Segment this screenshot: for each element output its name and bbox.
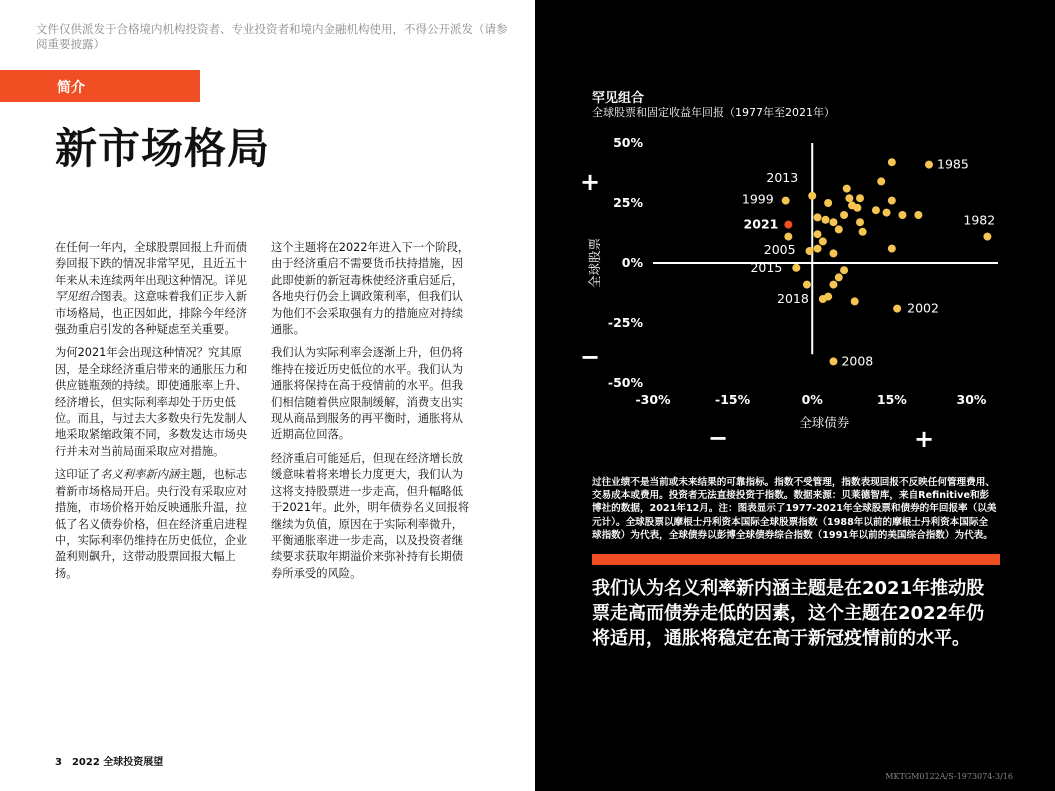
theme-reference: 名义利率新内涵 (100, 468, 180, 482)
minus-sign-icon: − (579, 343, 601, 371)
plus-sign-icon: + (913, 425, 935, 453)
page-title: 新市场格局 (55, 124, 271, 173)
paragraph: 经济重启可能延后，但现在经济增长放缓意味着将来增长力度更大，我们认为这将支持股票进一步走高，但升幅略低于2021年。此外，明年债券名义回报将继续为负值，原因在于实际利率微升，平衡通胀率进一步走高，以及投资者继续要求获取年期溢价来弥补持有长期债券所承受的风险。 (271, 451, 470, 580)
data-point (840, 266, 848, 274)
footer-title: 2022 全球投资展望 (71, 757, 164, 768)
data-point (853, 204, 861, 212)
data-point (845, 194, 853, 202)
paragraph-text: 图表。这意味着我们正步入新市场格局，也正因如此，排除今年经济强劲重启引发的各种疑虑至关重要。 (55, 290, 248, 337)
section-banner (0, 70, 200, 102)
data-point (822, 216, 830, 224)
text-column-2 (271, 240, 471, 589)
y-tick-label: 0% (621, 255, 643, 270)
plus-sign-icon: + (579, 168, 601, 196)
data-point (835, 273, 843, 281)
data-point (925, 161, 933, 169)
data-point (983, 233, 991, 241)
point-label: 2021 (743, 216, 779, 232)
data-point (808, 192, 816, 200)
paragraph: 我们认为实际利率会逐渐上升，但仍将维持在接近历史低位的水平。我们认为通胀将保持在高于疫情前的水平。但我们相信随着供应限制缓解，消费支出实现从商品到服务的再平衡时，通胀将从近期高位回落。 (271, 346, 464, 442)
data-point (829, 249, 837, 257)
chart-reference: 罕见组合 (55, 290, 101, 304)
data-point (851, 297, 859, 305)
x-tick-label: 0% (801, 392, 823, 407)
data-point (824, 199, 832, 207)
data-point (877, 177, 885, 185)
y-axis-label: 全球股票 (587, 237, 602, 289)
data-point (814, 213, 822, 221)
divider-bar (592, 554, 1000, 565)
paragraph: 这个主题将在2022年进入下一个阶段，由于经济重启不需要货币扶持措施，因此即使新的新冠毒株使经济重启延后，各地央行仍会上调政策利率，但我们认为他们不会采取强有力的措施应对持续通胀。 (271, 241, 470, 337)
data-point (888, 197, 896, 205)
disclaimer: 文件仅供派发于合格境内机构投资者、专业投资者和境内金融机构使用，不得公开派发（请参阅重要披露） (36, 22, 508, 51)
point-label: 2018 (777, 291, 809, 306)
point-label: 2013 (766, 169, 799, 185)
data-point (914, 211, 922, 219)
point-label: 1999 (741, 191, 774, 207)
data-point (888, 158, 896, 166)
data-point (898, 211, 906, 219)
data-point (803, 281, 811, 289)
text-column-1 (55, 240, 255, 589)
page-footer (55, 753, 163, 768)
data-point (814, 245, 822, 253)
data-point (835, 225, 843, 233)
chart-subtitle: 全球股票和固定收益年回报（1977年至2021年） (592, 106, 835, 119)
chart-title: 罕见组合 (592, 91, 645, 106)
chart-footnote: 过往业绩不是当前或未来结果的可靠指标。指数不受管理，指数表现回报不反映任何管理费用、交易成本或费用。投资者无法直接投资于指数。数据来源：贝莱德智库，来自Refinitive和彭博社的数据，2021年12月。注：图表显示了1977-2021年全球股票和债券的年回报率（以美元计）。全球股票以摩根士丹利资本国际全球股票指数（1988年以前的摩根士丹利资本国际全球指数）为代表，全球债券以彭博全球债券综合指数（1991年以前的美国综合指数）为代表。 (592, 477, 997, 541)
paragraph-text: 主题，也标志着新市场格局开启。央行没有采取应对措施，市场价格开始反映通胀升温，拉低了名义债券价格，但在经济重启进程中，实际利率仍维持在历史低位，企业盈利则飙升，这带动股票回报大幅上扬。 (55, 468, 248, 580)
paragraph-text: 这印证了 (55, 468, 101, 482)
data-point (829, 218, 837, 226)
data-point (856, 218, 864, 226)
data-point (782, 197, 790, 205)
minus-sign-icon: − (707, 424, 729, 452)
x-tick-label: -30% (635, 392, 671, 407)
y-tick-label: -50% (607, 375, 643, 390)
data-point (856, 194, 864, 202)
x-axis-label: 全球债券 (799, 415, 850, 430)
data-point (814, 230, 822, 238)
paragraph: 为何2021年会出现这种情况？究其原因，是全球经济重启带来的通胀压力和供应链瓶颈的持续。即使通胀率上升、经济增长，但实际利率却处于历史低位。而且，与过去大多数央行先发制人地采取紧缩政策不同，多数发达市场央行并未对当前局面采取应对措施。 (55, 346, 248, 458)
y-tick-label: 50% (613, 135, 643, 150)
x-tick-label: 30% (956, 392, 987, 407)
paragraph-text: 在任何一年内，全球股票回报上升而债券回报下跌的情况非常罕见，且近五十年来从未连续两年出现这种情况。详见 (55, 241, 248, 287)
data-point (888, 245, 896, 253)
data-point (829, 357, 837, 365)
paragraph (55, 467, 255, 582)
paragraph (55, 240, 255, 338)
scatter-chart (535, 0, 1055, 470)
document-code: MKTGM0122A/S-1973074-3/16 (885, 772, 1013, 781)
x-tick-label: -15% (715, 392, 751, 407)
data-point (819, 295, 827, 303)
data-point (819, 237, 827, 245)
pull-quote: 我们认为名义利率新内涵主题是在2021年推动股票走高而债券走低的因素，这个主题在2022年仍将适用，通胀将稳定在高于新冠疫情前的水平。 (592, 578, 985, 649)
data-point (893, 305, 901, 313)
point-label: 2005 (763, 242, 796, 257)
page-number: 3 (55, 757, 62, 768)
data-point (792, 264, 800, 272)
point-label: 2002 (907, 300, 939, 316)
highlight-point (784, 221, 792, 229)
data-point (806, 247, 814, 255)
x-tick-label: 15% (876, 392, 907, 407)
point-label: 2015 (750, 259, 783, 275)
data-point (829, 281, 837, 289)
data-point (872, 206, 880, 214)
y-tick-label: 25% (613, 195, 643, 210)
data-point (840, 211, 848, 219)
right-page (535, 0, 1055, 791)
section-label: 简介 (57, 80, 85, 96)
point-label: 1985 (937, 156, 969, 172)
data-point (883, 209, 891, 217)
point-label: 2008 (841, 353, 874, 369)
data-point (784, 233, 792, 241)
data-point (859, 228, 867, 236)
data-point (843, 185, 851, 193)
y-tick-label: -25% (607, 315, 643, 330)
point-label: 1982 (963, 212, 996, 228)
